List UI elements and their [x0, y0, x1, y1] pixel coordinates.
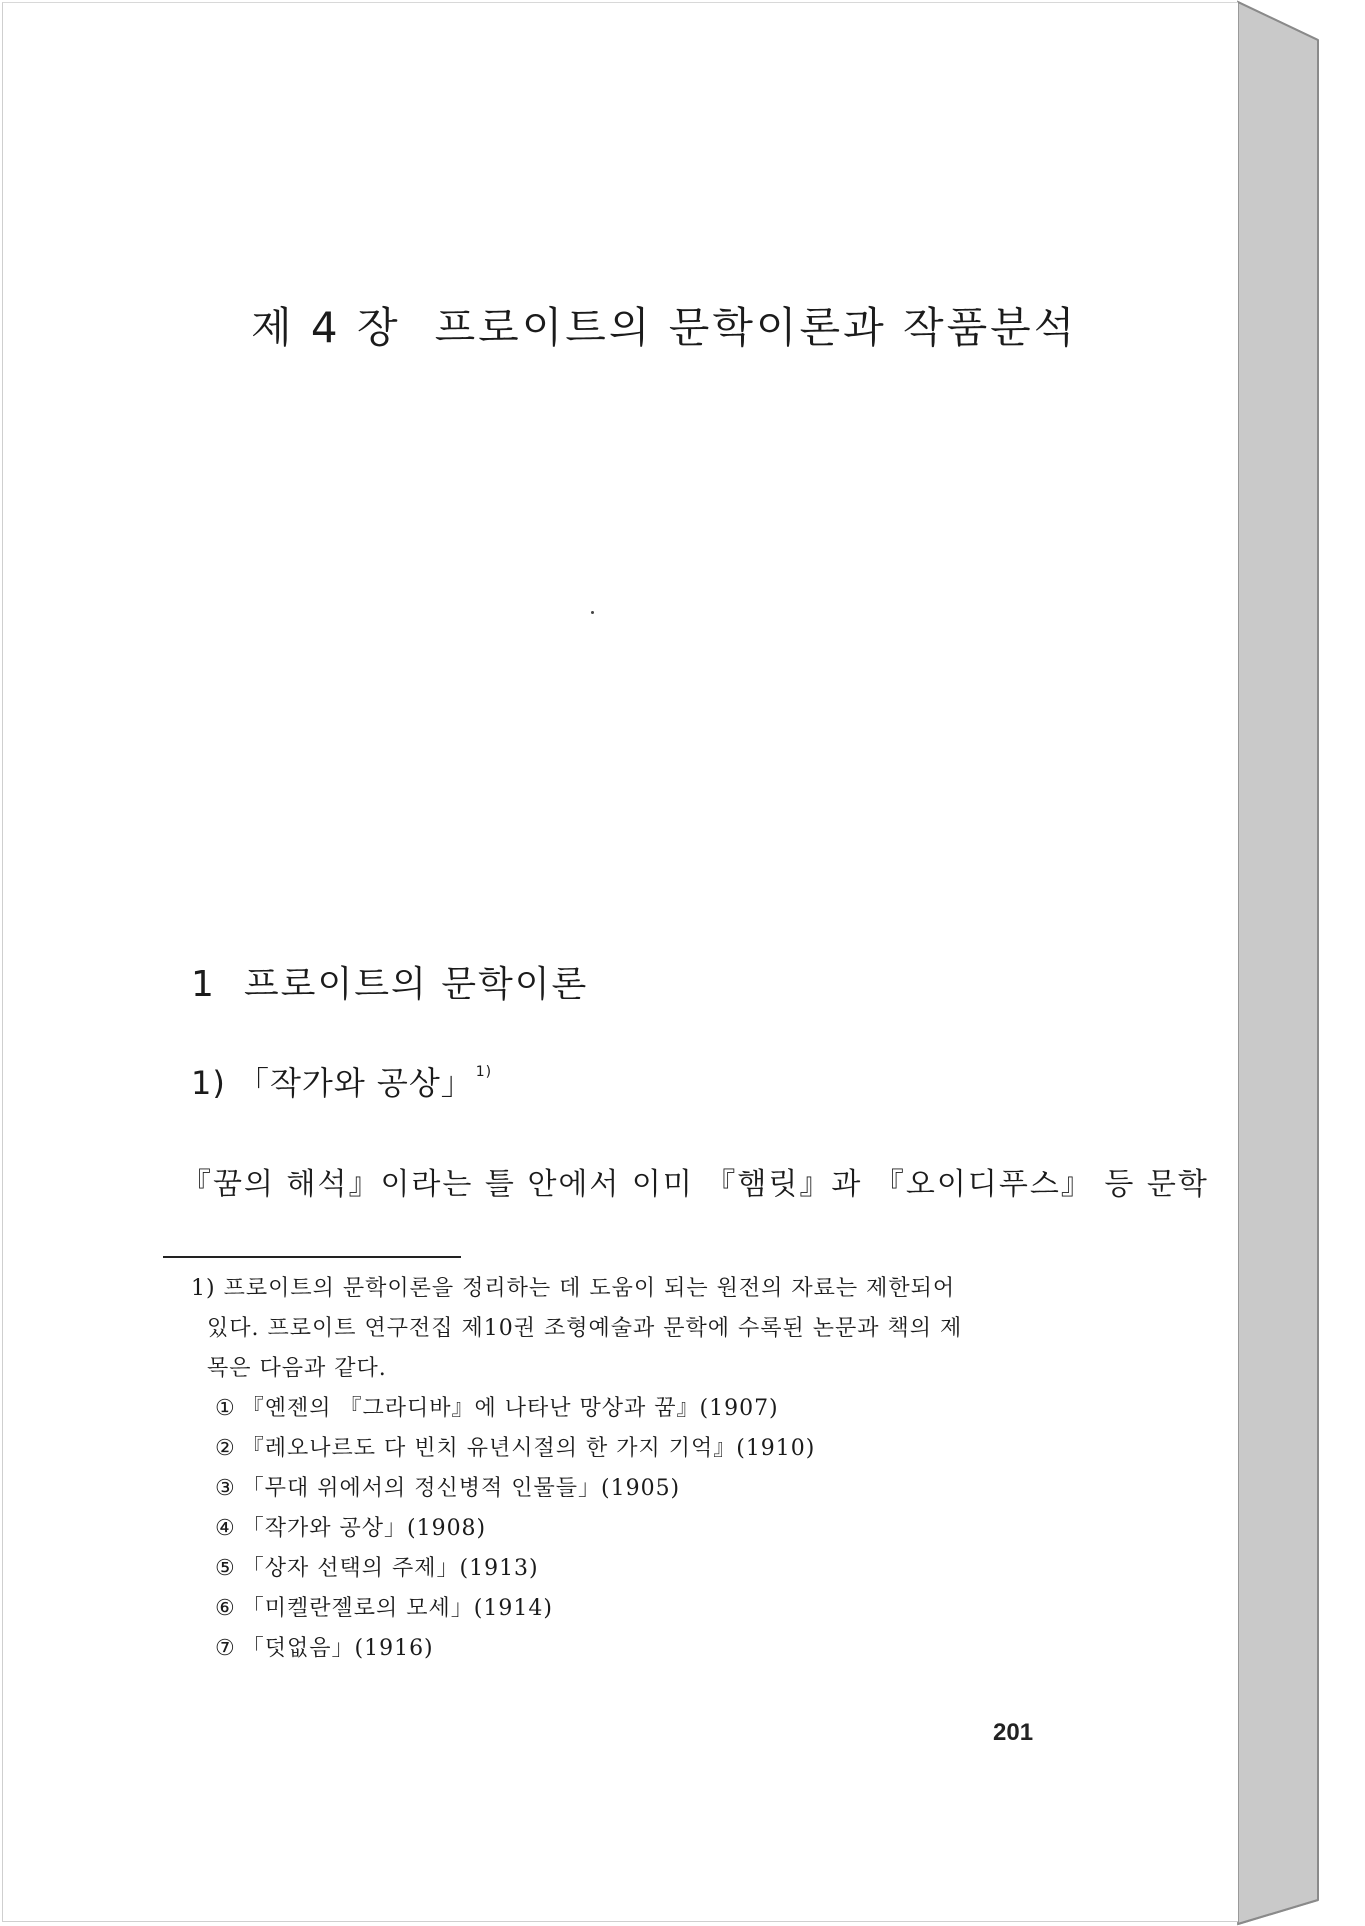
section-heading [191, 956, 588, 1007]
list-item-text: 「덧없음」(1916) [241, 1636, 434, 1661]
footnote-divider [163, 1256, 461, 1258]
list-marker: ⑦ [215, 1636, 236, 1661]
section-title: 프로이트의 문학이론 [243, 964, 589, 1005]
body-text: 『꿈의 해석』이라는 틀 안에서 이미 『햄릿』과 『오이디푸스』 등 문학 [181, 1167, 1209, 1202]
list-item-text: 『레오나르도 다 빈치 유년시절의 한 가지 기억』(1910) [241, 1436, 816, 1461]
page-number: 201 [993, 1719, 1034, 1746]
subsection-title: 1) 「작가와 공상」 [191, 1064, 474, 1102]
list-item-text: 「무대 위에서의 정신병적 인물들」(1905) [241, 1476, 681, 1501]
footnote [191, 1269, 1071, 1669]
footnote-list-item [191, 1469, 1071, 1509]
chapter-number: 제 4 장 [251, 303, 401, 352]
list-item-text: 『옌젠의 『그라디바』에 나타난 망상과 꿈』(1907) [241, 1396, 779, 1421]
footnote-list-item [191, 1389, 1071, 1429]
chapter-title [251, 295, 1077, 355]
subsection-heading [191, 1058, 492, 1104]
footnote-list-item [191, 1509, 1071, 1549]
print-speck [591, 611, 594, 614]
list-marker: ② [215, 1436, 236, 1461]
list-item-text: 「상자 선택의 주제」(1913) [241, 1556, 539, 1581]
list-marker: ① [215, 1396, 236, 1421]
chapter-title-text: 프로이트의 문학이론과 작품분석 [434, 303, 1078, 352]
footnote-list-item [191, 1549, 1071, 1589]
list-marker: ④ [215, 1516, 236, 1541]
footnote-reference: 1) [475, 1064, 493, 1080]
footnote-list-item [191, 1629, 1071, 1669]
list-item-text: 「미켈란젤로의 모세」(1914) [241, 1596, 553, 1621]
footnote-line: 1) 프로이트의 문학이론을 정리하는 데 도움이 되는 원전의 자료는 제한되어 [191, 1276, 956, 1301]
list-marker: ⑥ [215, 1596, 236, 1621]
section-number: 1 [191, 964, 216, 1005]
footnote-line: 목은 다음과 같다. [207, 1356, 387, 1381]
book-page [2, 2, 1238, 1922]
footnote-line: 있다. 프로이트 연구전집 제10권 조형예술과 문학에 수록된 논문과 책의 제 [207, 1316, 963, 1341]
footnote-list-item [191, 1589, 1071, 1629]
list-item-text: 「작가와 공상」(1908) [241, 1516, 487, 1541]
list-marker: ⑤ [215, 1556, 236, 1581]
footnote-list-item [191, 1429, 1071, 1469]
list-marker: ③ [215, 1476, 236, 1501]
